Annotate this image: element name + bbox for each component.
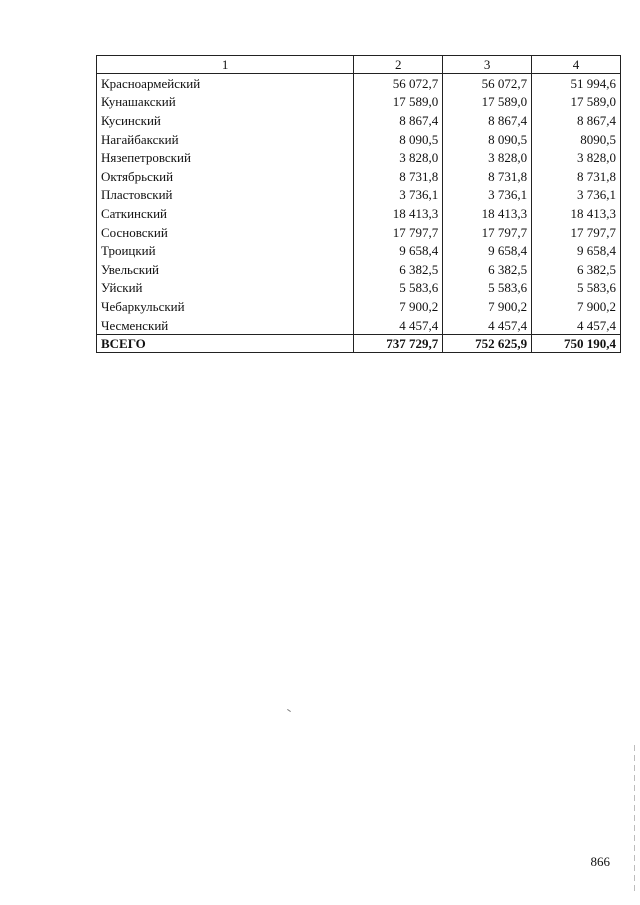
district-name: Чесменский bbox=[97, 316, 354, 335]
value-col-3: 9 658,4 bbox=[443, 241, 532, 260]
table-row bbox=[97, 223, 621, 242]
district-name: Уйский bbox=[97, 279, 354, 298]
district-name: Чебаркульский bbox=[97, 297, 354, 316]
value-col-2: 9 658,4 bbox=[354, 241, 443, 260]
table-row bbox=[97, 167, 621, 186]
total-value-col-3: 752 625,9 bbox=[443, 335, 532, 353]
value-col-4: 9 658,4 bbox=[532, 241, 621, 260]
value-col-4: 6 382,5 bbox=[532, 260, 621, 279]
value-col-4: 17 589,0 bbox=[532, 93, 621, 112]
value-col-4: 5 583,6 bbox=[532, 279, 621, 298]
table-row bbox=[97, 260, 621, 279]
value-col-3: 17 797,7 bbox=[443, 223, 532, 242]
column-header-2: 2 bbox=[354, 56, 443, 74]
table-row bbox=[97, 279, 621, 298]
value-col-4: 3 828,0 bbox=[532, 148, 621, 167]
value-col-3: 18 413,3 bbox=[443, 204, 532, 223]
table-row bbox=[97, 241, 621, 260]
total-value-col-4: 750 190,4 bbox=[532, 335, 621, 353]
table-row bbox=[97, 130, 621, 149]
value-col-4: 18 413,3 bbox=[532, 204, 621, 223]
value-col-2: 17 589,0 bbox=[354, 93, 443, 112]
budget-table bbox=[96, 55, 621, 353]
value-col-2: 56 072,7 bbox=[354, 74, 443, 93]
table-row bbox=[97, 74, 621, 93]
value-col-3: 8 090,5 bbox=[443, 130, 532, 149]
district-name: Троицкий bbox=[97, 241, 354, 260]
value-col-2: 6 382,5 bbox=[354, 260, 443, 279]
column-header-4: 4 bbox=[532, 56, 621, 74]
district-name: Нязепетровский bbox=[97, 148, 354, 167]
total-value-col-2: 737 729,7 bbox=[354, 335, 443, 353]
value-col-2: 7 900,2 bbox=[354, 297, 443, 316]
value-col-4: 8090,5 bbox=[532, 130, 621, 149]
value-col-3: 7 900,2 bbox=[443, 297, 532, 316]
value-col-2: 8 090,5 bbox=[354, 130, 443, 149]
table-row bbox=[97, 316, 621, 335]
table-row bbox=[97, 204, 621, 223]
page-number: 866 bbox=[590, 854, 610, 869]
value-col-3: 4 457,4 bbox=[443, 316, 532, 335]
district-name: Увельский bbox=[97, 260, 354, 279]
value-col-2: 4 457,4 bbox=[354, 316, 443, 335]
value-col-3: 8 867,4 bbox=[443, 111, 532, 130]
value-col-2: 5 583,6 bbox=[354, 279, 443, 298]
value-col-2: 18 413,3 bbox=[354, 204, 443, 223]
table-header-row bbox=[97, 56, 621, 74]
district-name: Нагайбакский bbox=[97, 130, 354, 149]
table-row bbox=[97, 111, 621, 130]
value-col-3: 3 736,1 bbox=[443, 186, 532, 205]
table-row bbox=[97, 297, 621, 316]
district-name: Красноармейский bbox=[97, 74, 354, 93]
value-col-2: 3 828,0 bbox=[354, 148, 443, 167]
column-header-3: 3 bbox=[443, 56, 532, 74]
table-row bbox=[97, 186, 621, 205]
district-name: Кусинский bbox=[97, 111, 354, 130]
district-name: Пластовский bbox=[97, 186, 354, 205]
value-col-4: 3 736,1 bbox=[532, 186, 621, 205]
table-row bbox=[97, 148, 621, 167]
total-row bbox=[97, 335, 621, 353]
district-name: Кунашакский bbox=[97, 93, 354, 112]
value-col-4: 8 867,4 bbox=[532, 111, 621, 130]
scan-speck bbox=[287, 709, 291, 712]
value-col-2: 3 736,1 bbox=[354, 186, 443, 205]
value-col-2: 17 797,7 bbox=[354, 223, 443, 242]
value-col-4: 8 731,8 bbox=[532, 167, 621, 186]
column-header-1: 1 bbox=[97, 56, 354, 74]
value-col-4: 51 994,6 bbox=[532, 74, 621, 93]
value-col-4: 17 797,7 bbox=[532, 223, 621, 242]
value-col-3: 6 382,5 bbox=[443, 260, 532, 279]
value-col-3: 17 589,0 bbox=[443, 93, 532, 112]
value-col-3: 3 828,0 bbox=[443, 148, 532, 167]
district-name: Сосновский bbox=[97, 223, 354, 242]
value-col-3: 8 731,8 bbox=[443, 167, 532, 186]
table-row bbox=[97, 93, 621, 112]
district-name: Саткинский bbox=[97, 204, 354, 223]
value-col-3: 56 072,7 bbox=[443, 74, 532, 93]
value-col-4: 7 900,2 bbox=[532, 297, 621, 316]
scan-edge-mark bbox=[634, 745, 635, 895]
total-label: ВСЕГО bbox=[97, 335, 354, 353]
value-col-3: 5 583,6 bbox=[443, 279, 532, 298]
value-col-2: 8 731,8 bbox=[354, 167, 443, 186]
value-col-4: 4 457,4 bbox=[532, 316, 621, 335]
district-name: Октябрьский bbox=[97, 167, 354, 186]
value-col-2: 8 867,4 bbox=[354, 111, 443, 130]
